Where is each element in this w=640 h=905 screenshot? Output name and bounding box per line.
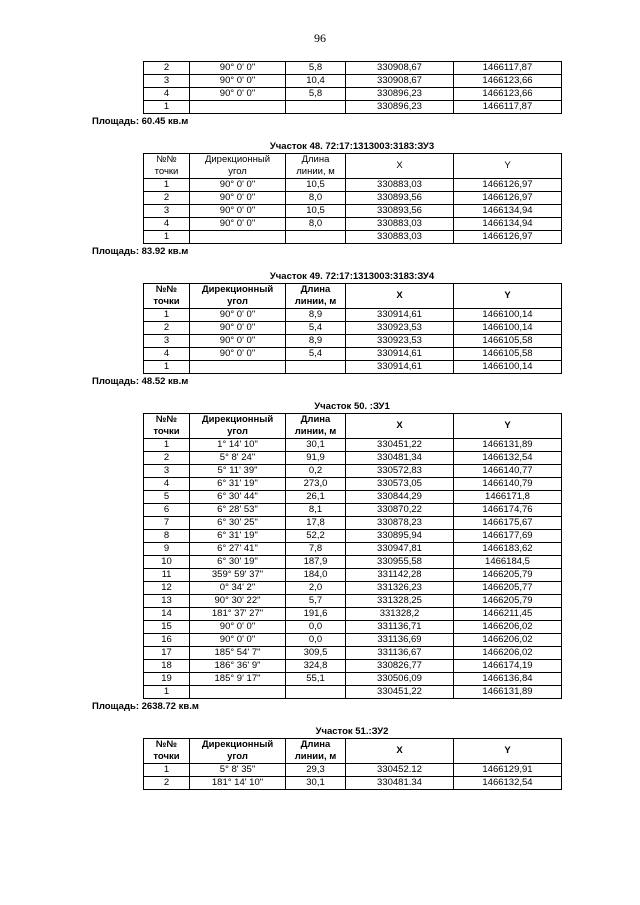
cell-length: 17,8 (286, 517, 346, 530)
table-row (144, 660, 562, 673)
coordinates-table (143, 413, 562, 699)
cell-x: 331326,23 (346, 582, 454, 595)
cell-x: 330893,56 (346, 205, 454, 218)
coordinates-table (143, 738, 562, 790)
cell-x: 330481.34 (346, 777, 454, 790)
table-row (144, 101, 562, 114)
cell-point-number: 1 (144, 309, 190, 322)
cell-y: 1466117,87 (454, 101, 562, 114)
cell-x: 330914,61 (346, 361, 454, 374)
cell-y: 1466184,5 (454, 556, 562, 569)
cell-x: 330896,23 (346, 88, 454, 101)
table-row (144, 205, 562, 218)
area-label: Площадь: 2638.72 кв.м (92, 701, 199, 712)
cell-y: 1466136,84 (454, 673, 562, 686)
cell-point-number: 15 (144, 621, 190, 634)
table-row (144, 621, 562, 634)
table-row (144, 543, 562, 556)
cell-length: 30,1 (286, 439, 346, 452)
table-row (144, 504, 562, 517)
cell-x: 330573,05 (346, 478, 454, 491)
area-label: Площадь: 83.92 кв.м (92, 246, 189, 257)
cell-x: 330870,22 (346, 504, 454, 517)
cell-point-number: 1 (144, 764, 190, 777)
col-header-point-number: №№ точки (144, 414, 190, 439)
cell-length: 2,0 (286, 582, 346, 595)
cell-bearing: 90° 0' 0" (190, 335, 286, 348)
table-row (144, 764, 562, 777)
cell-x: 330572,83 (346, 465, 454, 478)
cell-length: 5,4 (286, 348, 346, 361)
table-row (144, 439, 562, 452)
cell-y: 1466100,14 (454, 309, 562, 322)
cell-point-number: 17 (144, 647, 190, 660)
coordinates-table (143, 61, 562, 114)
col-header-x: X (346, 414, 454, 439)
table-row (144, 465, 562, 478)
cell-bearing: 6° 31' 19" (190, 530, 286, 543)
cell-y: 1466205,79 (454, 569, 562, 582)
coordinates-table (143, 283, 562, 374)
section-gap (92, 128, 562, 141)
table-row (144, 530, 562, 543)
section-title: Участок 51.:ЗУ2 (315, 726, 389, 737)
col-header-point-number: №№ точки (144, 154, 190, 179)
table-row (144, 595, 562, 608)
cell-bearing: 90° 0' 0" (190, 75, 286, 88)
cell-x: 331136,69 (346, 634, 454, 647)
cell-point-number: 9 (144, 543, 190, 556)
table-row (144, 673, 562, 686)
cell-length: 5,4 (286, 322, 346, 335)
cell-point-number: 1 (144, 101, 190, 114)
col-header-bearing: Дирекционный угол (190, 739, 286, 764)
cell-point-number: 2 (144, 452, 190, 465)
cell-point-number: 8 (144, 530, 190, 543)
cell-bearing (190, 231, 286, 244)
cell-y: 1466174,76 (454, 504, 562, 517)
cell-bearing (190, 101, 286, 114)
section-title: Участок 49. 72:17:1313003:3183:ЗУ4 (269, 271, 435, 282)
cell-x: 330826,77 (346, 660, 454, 673)
cell-x: 330893,56 (346, 192, 454, 205)
cell-length: 309,5 (286, 647, 346, 660)
cell-bearing: 181° 37' 27" (190, 608, 286, 621)
cell-length (286, 686, 346, 699)
cell-bearing: 90° 0' 0" (190, 88, 286, 101)
cell-x: 330452.12 (346, 764, 454, 777)
area-label: Площадь: 60.45 кв.м (92, 116, 189, 127)
table-header-row (144, 739, 562, 764)
cell-point-number: 3 (144, 205, 190, 218)
cell-bearing: 90° 0' 0" (190, 192, 286, 205)
cell-y: 1466206,02 (454, 647, 562, 660)
cell-point-number: 3 (144, 75, 190, 88)
cell-y: 1466105,58 (454, 348, 562, 361)
cell-point-number: 10 (144, 556, 190, 569)
cell-y: 1466126,97 (454, 231, 562, 244)
col-header-bearing: Дирекционный угол (190, 414, 286, 439)
cell-y: 1466177,69 (454, 530, 562, 543)
cell-bearing: 5° 8' 24" (190, 452, 286, 465)
cell-bearing: 6° 27' 41" (190, 543, 286, 556)
cell-y: 1466123,66 (454, 75, 562, 88)
page-number: 96 (314, 31, 326, 45)
cell-point-number: 14 (144, 608, 190, 621)
cell-bearing: 359° 59' 37" (190, 569, 286, 582)
area-label: Площадь: 48.52 кв.м (92, 376, 189, 387)
cell-x: 330451,22 (346, 686, 454, 699)
cell-bearing: 90° 30' 22" (190, 595, 286, 608)
cell-bearing: 6° 28' 53" (190, 504, 286, 517)
cell-length: 55,1 (286, 673, 346, 686)
cell-y: 1466174,19 (454, 660, 562, 673)
cell-length: 26,1 (286, 491, 346, 504)
cell-bearing: 90° 0' 0" (190, 205, 286, 218)
cell-bearing: 90° 0' 0" (190, 621, 286, 634)
cell-y: 1466134,94 (454, 205, 562, 218)
cell-x: 330451,22 (346, 439, 454, 452)
cell-y: 1466123,66 (454, 88, 562, 101)
cell-point-number: 3 (144, 465, 190, 478)
cell-x: 330914,61 (346, 309, 454, 322)
cell-length (286, 361, 346, 374)
cell-bearing: 6° 30' 19" (190, 556, 286, 569)
cell-x: 330844,29 (346, 491, 454, 504)
cell-point-number: 2 (144, 777, 190, 790)
table-row (144, 686, 562, 699)
cell-point-number: 2 (144, 62, 190, 75)
cell-point-number: 19 (144, 673, 190, 686)
cell-y: 1466140,77 (454, 465, 562, 478)
col-header-y: Y (454, 154, 562, 179)
cell-bearing: 90° 0' 0" (190, 322, 286, 335)
cell-x: 330955,58 (346, 556, 454, 569)
cell-y: 1466100,14 (454, 322, 562, 335)
cell-point-number: 11 (144, 569, 190, 582)
cell-bearing: 6° 30' 44" (190, 491, 286, 504)
table-row (144, 777, 562, 790)
cell-point-number: 2 (144, 192, 190, 205)
cell-y: 1466205,79 (454, 595, 562, 608)
cell-point-number: 5 (144, 491, 190, 504)
table-row (144, 608, 562, 621)
section-title: Участок 50. :ЗУ1 (314, 401, 390, 412)
cell-length: 10,5 (286, 205, 346, 218)
table-row (144, 231, 562, 244)
cell-bearing: 5° 11' 39" (190, 465, 286, 478)
cell-length: 5,7 (286, 595, 346, 608)
table-row (144, 361, 562, 374)
col-header-y: Y (454, 739, 562, 764)
cell-x: 330947,81 (346, 543, 454, 556)
cell-bearing (190, 686, 286, 699)
cell-length: 8,0 (286, 218, 346, 231)
cell-x: 330896,23 (346, 101, 454, 114)
cell-x: 330908,67 (346, 75, 454, 88)
cell-length: 30,1 (286, 777, 346, 790)
cell-length: 0,2 (286, 465, 346, 478)
cell-bearing: 90° 0' 0" (190, 348, 286, 361)
col-header-bearing: Дирекционный угол (190, 284, 286, 309)
cell-y: 1466211,45 (454, 608, 562, 621)
cell-length: 191,6 (286, 608, 346, 621)
cell-point-number: 1 (144, 439, 190, 452)
cell-point-number: 1 (144, 686, 190, 699)
cell-length: 52,2 (286, 530, 346, 543)
cell-length: 29,3 (286, 764, 346, 777)
cell-bearing: 90° 0' 0" (190, 309, 286, 322)
table-row (144, 309, 562, 322)
cell-y: 1466131,89 (454, 686, 562, 699)
cell-point-number: 4 (144, 478, 190, 491)
table-row (144, 218, 562, 231)
col-header-y: Y (454, 284, 562, 309)
cell-bearing: 0° 34' 2" (190, 582, 286, 595)
table-row (144, 452, 562, 465)
cell-x: 330923,53 (346, 322, 454, 335)
cell-bearing: 181° 14' 10" (190, 777, 286, 790)
section-gap (92, 258, 562, 271)
cell-point-number: 4 (144, 88, 190, 101)
cell-y: 1466140,79 (454, 478, 562, 491)
col-header-y: Y (454, 414, 562, 439)
cell-point-number: 1 (144, 231, 190, 244)
cell-length: 5,8 (286, 88, 346, 101)
cell-y: 1466183,62 (454, 543, 562, 556)
cell-length: 10,5 (286, 179, 346, 192)
cell-y: 1466206,02 (454, 634, 562, 647)
table-row (144, 179, 562, 192)
col-header-length: Длина линии, м (286, 414, 346, 439)
cell-length: 324,8 (286, 660, 346, 673)
cell-length: 273,0 (286, 478, 346, 491)
table-row (144, 348, 562, 361)
cell-point-number: 1 (144, 179, 190, 192)
table-row (144, 75, 562, 88)
table-row (144, 517, 562, 530)
cell-y: 1466134,94 (454, 218, 562, 231)
cell-bearing (190, 361, 286, 374)
cell-x: 331328,25 (346, 595, 454, 608)
section-gap (92, 388, 562, 401)
cell-length: 8,9 (286, 309, 346, 322)
cell-point-number: 3 (144, 335, 190, 348)
cell-bearing: 90° 0' 0" (190, 218, 286, 231)
cell-point-number: 6 (144, 504, 190, 517)
cell-y: 1466205,77 (454, 582, 562, 595)
coordinates-table (143, 153, 562, 244)
document-body (92, 61, 562, 790)
col-header-x: X (346, 154, 454, 179)
col-header-length: Длина линии, м (286, 284, 346, 309)
table-row (144, 582, 562, 595)
cell-x: 330923,53 (346, 335, 454, 348)
cell-x: 330908,67 (346, 62, 454, 75)
cell-bearing: 90° 0' 0" (190, 634, 286, 647)
cell-bearing: 5° 8' 35" (190, 764, 286, 777)
table-row (144, 335, 562, 348)
cell-bearing: 6° 31' 19" (190, 478, 286, 491)
cell-x: 330883,03 (346, 231, 454, 244)
cell-y: 1466117,87 (454, 62, 562, 75)
cell-y: 1466206,02 (454, 621, 562, 634)
cell-length: 8,0 (286, 192, 346, 205)
cell-x: 330506,09 (346, 673, 454, 686)
table-header-row (144, 154, 562, 179)
cell-bearing: 90° 0' 0" (190, 62, 286, 75)
cell-bearing: 185° 54' 7" (190, 647, 286, 660)
cell-length: 8,9 (286, 335, 346, 348)
cell-length (286, 231, 346, 244)
table-row (144, 569, 562, 582)
cell-point-number: 1 (144, 361, 190, 374)
cell-length: 0,0 (286, 621, 346, 634)
cell-bearing: 186° 36' 9" (190, 660, 286, 673)
col-header-x: X (346, 739, 454, 764)
cell-y: 1466129,91 (454, 764, 562, 777)
cell-x: 330481,34 (346, 452, 454, 465)
cell-point-number: 16 (144, 634, 190, 647)
table-row (144, 556, 562, 569)
cell-length (286, 101, 346, 114)
cell-point-number: 13 (144, 595, 190, 608)
cell-x: 331136,71 (346, 621, 454, 634)
cell-length: 8,1 (286, 504, 346, 517)
section-gap (92, 713, 562, 726)
cell-point-number: 4 (144, 218, 190, 231)
table-row (144, 491, 562, 504)
cell-bearing: 1° 14' 10" (190, 439, 286, 452)
cell-bearing: 6° 30' 25" (190, 517, 286, 530)
cell-bearing: 185° 9' 17" (190, 673, 286, 686)
section-title: Участок 48. 72:17:1313003:3183:ЗУ3 (269, 141, 435, 152)
col-header-point-number: №№ точки (144, 739, 190, 764)
cell-y: 1466171,8 (454, 491, 562, 504)
cell-y: 1466126,97 (454, 179, 562, 192)
cell-y: 1466105,58 (454, 335, 562, 348)
cell-x: 331136,67 (346, 647, 454, 660)
cell-length: 10,4 (286, 75, 346, 88)
cell-x: 330883,03 (346, 179, 454, 192)
cell-length: 187,9 (286, 556, 346, 569)
col-header-point-number: №№ точки (144, 284, 190, 309)
cell-y: 1466132,54 (454, 777, 562, 790)
table-row (144, 88, 562, 101)
table-row (144, 634, 562, 647)
cell-x: 330895,94 (346, 530, 454, 543)
table-row (144, 62, 562, 75)
table-row (144, 322, 562, 335)
cell-x: 331142,28 (346, 569, 454, 582)
cell-y: 1466100,14 (454, 361, 562, 374)
cell-x: 330878,23 (346, 517, 454, 530)
cell-x: 330883,03 (346, 218, 454, 231)
cell-length: 184,0 (286, 569, 346, 582)
cell-length: 0,0 (286, 634, 346, 647)
cell-bearing: 90° 0' 0" (190, 179, 286, 192)
col-header-length: Длина линии, м (286, 154, 346, 179)
cell-x: 331328,2 (346, 608, 454, 621)
cell-y: 1466175,67 (454, 517, 562, 530)
table-header-row (144, 284, 562, 309)
cell-y: 1466132,54 (454, 452, 562, 465)
cell-point-number: 18 (144, 660, 190, 673)
table-row (144, 647, 562, 660)
table-row (144, 478, 562, 491)
cell-x: 330914,61 (346, 348, 454, 361)
cell-length: 5,8 (286, 62, 346, 75)
table-header-row (144, 414, 562, 439)
cell-point-number: 12 (144, 582, 190, 595)
cell-y: 1466126,97 (454, 192, 562, 205)
cell-length: 91,9 (286, 452, 346, 465)
cell-point-number: 2 (144, 322, 190, 335)
cell-y: 1466131,89 (454, 439, 562, 452)
table-row (144, 192, 562, 205)
cell-length: 7,8 (286, 543, 346, 556)
cell-point-number: 7 (144, 517, 190, 530)
cell-point-number: 4 (144, 348, 190, 361)
col-header-bearing: Дирекционный угол (190, 154, 286, 179)
col-header-length: Длина линии, м (286, 739, 346, 764)
col-header-x: X (346, 284, 454, 309)
